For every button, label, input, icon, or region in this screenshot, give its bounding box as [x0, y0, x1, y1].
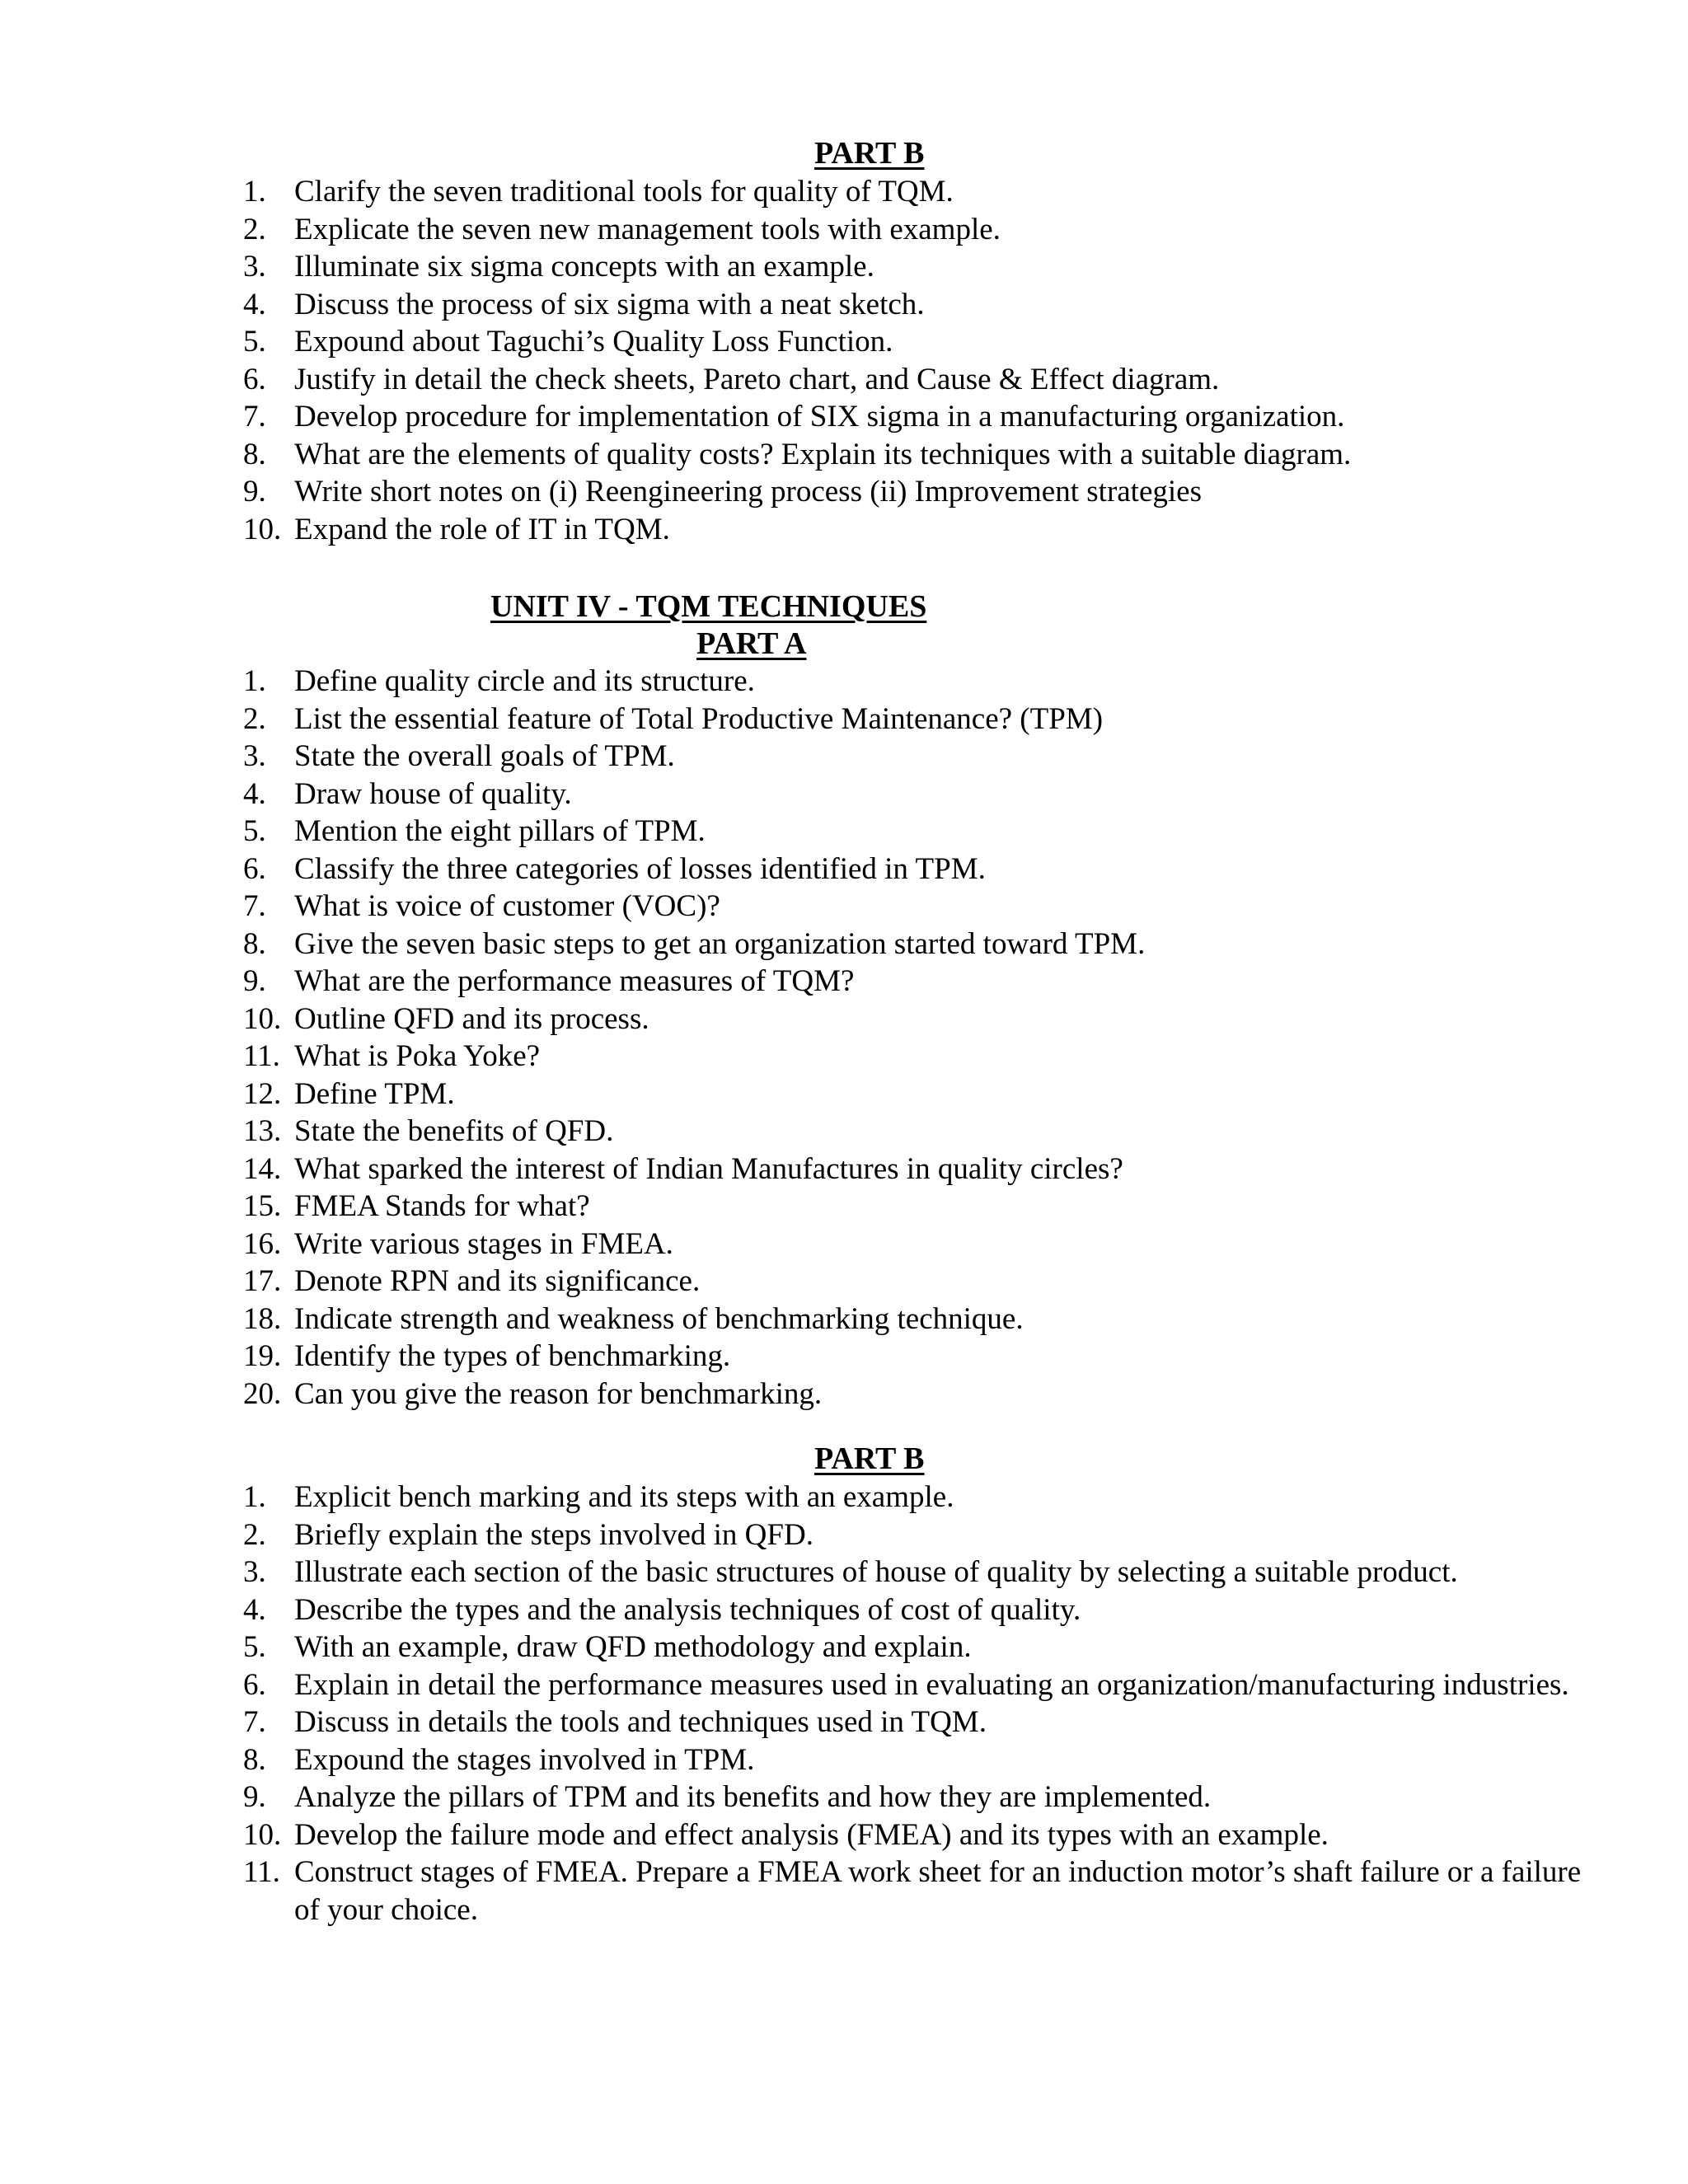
question-item	[243, 851, 1595, 888]
question-number: 5.	[243, 814, 266, 848]
question-number: 4.	[243, 1592, 266, 1627]
question-number: 3.	[243, 1555, 266, 1589]
question-number: 4.	[243, 287, 266, 321]
question-item	[243, 1001, 1595, 1038]
question-text: Draw house of quality.	[294, 776, 572, 811]
question-number: 2.	[243, 701, 266, 736]
question-text: Indicate strength and weakness of benchmarking technique.	[294, 1301, 1024, 1336]
question-text: Outline QFD and its process.	[294, 1001, 649, 1036]
part-a-heading: PART A	[696, 626, 807, 661]
question-item	[243, 1554, 1595, 1591]
question-number: 11.	[243, 1039, 280, 1073]
question-text: Define TPM.	[294, 1076, 455, 1111]
question-item	[243, 1741, 1595, 1779]
question-text: State the benefits of QFD.	[294, 1114, 614, 1148]
question-number: 20.	[243, 1376, 282, 1411]
question-number: 5.	[243, 1630, 266, 1664]
question-item	[243, 1038, 1595, 1076]
question-item	[243, 248, 1595, 286]
question-text: FMEA Stands for what?	[294, 1189, 590, 1223]
question-text: Explain in detail the performance measures used in evaluating an organization/manufacturing industries.	[294, 1667, 1569, 1702]
question-number: 2.	[243, 212, 266, 246]
question-text: Discuss in details the tools and techniques used in TQM.	[294, 1705, 987, 1739]
question-item	[243, 361, 1595, 399]
question-text: What is voice of customer (VOC)?	[294, 889, 720, 923]
question-text: Mention the eight pillars of TPM.	[294, 814, 706, 848]
question-text: Denote RPN and its significance.	[294, 1264, 701, 1298]
question-text: Illustrate each section of the basic structures of house of quality by selecting a suitable product.	[294, 1555, 1458, 1589]
question-item	[243, 1301, 1595, 1338]
question-item	[243, 663, 1595, 701]
question-text: Clarify the seven traditional tools for quality of TQM.	[294, 175, 954, 209]
question-text: Discuss the process of six sigma with a neat sketch.	[294, 287, 925, 321]
question-item	[243, 1854, 1595, 1929]
question-text: Identify the types of benchmarking.	[294, 1339, 731, 1373]
question-number: 7.	[243, 1705, 266, 1739]
question-item	[243, 436, 1595, 474]
question-item	[243, 701, 1595, 738]
question-text: Develop the failure mode and effect analysis (FMEA) and its types with an example.	[294, 1817, 1329, 1852]
question-number: 7.	[243, 889, 266, 923]
question-item	[243, 1666, 1595, 1704]
question-text: What are the performance measures of TQM?	[294, 964, 855, 998]
question-item	[243, 511, 1595, 549]
question-number: 1.	[243, 664, 266, 698]
question-item	[243, 1816, 1595, 1854]
question-number: 11.	[243, 1855, 280, 1889]
question-item	[243, 398, 1595, 436]
question-text: Write short notes on (i) Reengineering process (ii) Improvement strategies	[294, 475, 1202, 509]
question-item	[243, 173, 1595, 211]
unit-title: UNIT IV - TQM TECHNIQUES	[490, 589, 927, 624]
part-b-heading-2: PART B	[814, 1441, 925, 1476]
question-number: 17.	[243, 1264, 282, 1298]
question-text: Describe the types and the analysis techniques of cost of quality.	[294, 1592, 1081, 1627]
question-text: Expound about Taguchi’s Quality Loss Function.	[294, 325, 893, 359]
question-item	[243, 1113, 1595, 1151]
question-item	[243, 1591, 1595, 1629]
question-number: 14.	[243, 1151, 282, 1186]
question-number: 3.	[243, 250, 266, 284]
question-item	[243, 1516, 1595, 1554]
question-number: 7.	[243, 400, 266, 434]
question-item	[243, 1376, 1595, 1413]
question-item	[243, 1704, 1595, 1741]
question-item	[243, 926, 1595, 963]
question-number: 1.	[243, 1480, 266, 1514]
question-item	[243, 888, 1595, 926]
question-text: Construct stages of FMEA. Prepare a FMEA work sheet for an induction motor’s shaft failure or a failure of your choice.	[294, 1855, 1582, 1927]
question-text: Write various stages in FMEA.	[294, 1226, 673, 1261]
question-item	[243, 211, 1595, 249]
part-a-list	[243, 663, 1595, 1413]
question-number: 15.	[243, 1189, 282, 1223]
part-b-heading-1: PART B	[814, 136, 925, 171]
question-text: Can you give the reason for benchmarking.	[294, 1376, 823, 1411]
question-item	[243, 813, 1595, 851]
question-text: Explicate the seven new management tools with example.	[294, 212, 1001, 246]
question-number: 8.	[243, 437, 266, 471]
question-number: 5.	[243, 325, 266, 359]
question-item	[243, 1151, 1595, 1188]
question-number: 6.	[243, 362, 266, 396]
question-item	[243, 1338, 1595, 1376]
question-item	[243, 1076, 1595, 1113]
question-item	[243, 1263, 1595, 1301]
question-text: State the overall goals of TPM.	[294, 739, 675, 773]
question-number: 8.	[243, 926, 266, 961]
question-text: Analyze the pillars of TPM and its benefits and how they are implemented.	[294, 1780, 1212, 1814]
question-number: 9.	[243, 475, 266, 509]
question-number: 19.	[243, 1339, 282, 1373]
question-text: What sparked the interest of Indian Manufactures in quality circles?	[294, 1151, 1123, 1186]
question-number: 2.	[243, 1517, 266, 1552]
question-number: 1.	[243, 175, 266, 209]
question-number: 10.	[243, 1817, 282, 1852]
question-number: 18.	[243, 1301, 282, 1336]
question-item	[243, 963, 1595, 1001]
question-text: What is Poka Yoke?	[294, 1039, 541, 1073]
question-item	[243, 738, 1595, 776]
question-text: Develop procedure for implementation of SIX sigma in a manufacturing organization.	[294, 400, 1345, 434]
question-text: Expand the role of IT in TQM.	[294, 512, 670, 546]
question-item	[243, 1188, 1595, 1226]
question-item	[243, 1226, 1595, 1263]
question-text: Give the seven basic steps to get an organization started toward TPM.	[294, 926, 1146, 961]
question-text: Expound the stages involved in TPM.	[294, 1742, 755, 1777]
question-text: What are the elements of quality costs? Explain its techniques with a suitable diagram.	[294, 437, 1352, 471]
question-number: 13.	[243, 1114, 282, 1148]
question-text: Briefly explain the steps involved in QFD.	[294, 1517, 814, 1552]
question-text: Define quality circle and its structure.	[294, 664, 755, 698]
question-item	[243, 323, 1595, 361]
question-number: 3.	[243, 739, 266, 773]
question-number: 10.	[243, 1001, 282, 1036]
question-text: List the essential feature of Total Productive Maintenance? (TPM)	[294, 701, 1104, 736]
question-number: 12.	[243, 1076, 282, 1111]
question-number: 10.	[243, 512, 282, 546]
question-item	[243, 1629, 1595, 1666]
question-text: Illuminate six sigma concepts with an example.	[294, 250, 874, 284]
question-number: 4.	[243, 776, 266, 811]
question-text: Classify the three categories of losses identified in TPM.	[294, 851, 986, 886]
question-number: 16.	[243, 1226, 282, 1261]
question-number: 8.	[243, 1742, 266, 1777]
question-text: With an example, draw QFD methodology and explain.	[294, 1630, 972, 1664]
question-item	[243, 473, 1595, 511]
question-item	[243, 776, 1595, 813]
question-item	[243, 286, 1595, 324]
question-item	[243, 1479, 1595, 1516]
question-text: Justify in detail the check sheets, Pareto chart, and Cause & Effect diagram.	[294, 362, 1220, 396]
question-number: 9.	[243, 964, 266, 998]
question-number: 6.	[243, 1667, 266, 1702]
part-b-list-1	[243, 173, 1595, 548]
question-number: 9.	[243, 1780, 266, 1814]
part-b-list-2	[243, 1479, 1595, 1929]
question-text: Explicit bench marking and its steps with an example.	[294, 1480, 954, 1514]
question-number: 6.	[243, 851, 266, 886]
question-item	[243, 1779, 1595, 1816]
